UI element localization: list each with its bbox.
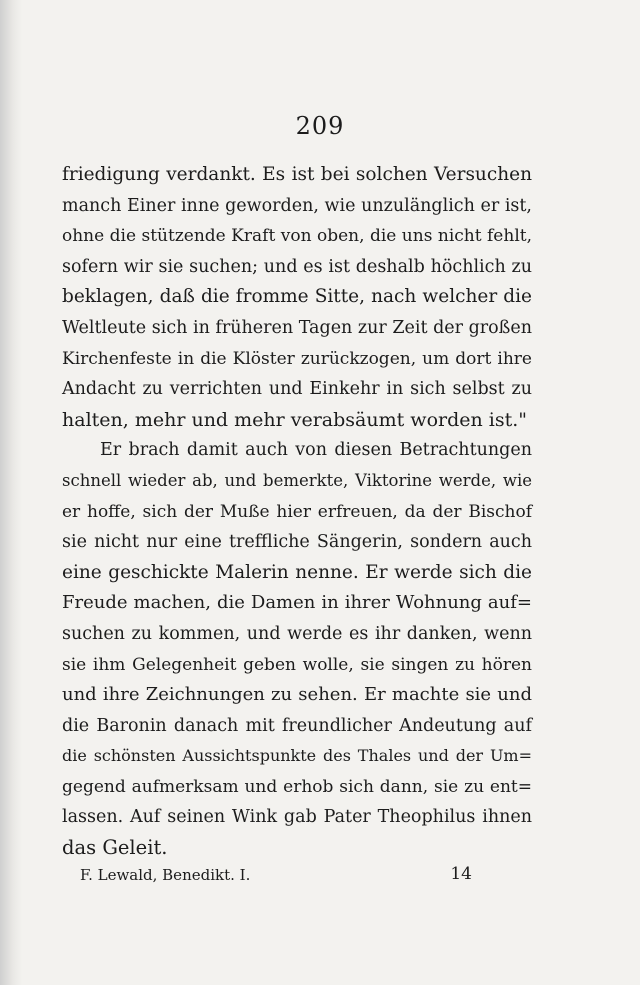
- text-line: friedigung verdankt. Es ist bei solchen Versuchen: [62, 164, 532, 185]
- text-line: ohne die stützende Kraft von oben, die uns nicht fehlt,: [62, 226, 532, 247]
- text-line: die Baronin danach mit freundlicher Andeutung auf: [62, 715, 532, 736]
- text-line: beklagen, daß die fromme Sitte, nach welcher die: [62, 286, 532, 308]
- page-number: 209: [295, 112, 345, 140]
- text-line: gegend aufmerksam und erhob sich dann, sie zu ent=: [62, 776, 532, 797]
- text-line: die schönsten Aussichtspunkte des Thales und der Um=: [62, 746, 532, 766]
- text-line: schnell wieder ab, und bemerkte, Viktorine werde, wie: [62, 470, 532, 490]
- text-line: Kirchenfeste in die Klöster zurückzogen, um dort ihre: [62, 348, 532, 369]
- text-line: und ihre Zeichnungen zu sehen. Er machte sie und: [62, 684, 532, 706]
- text-line: eine geschickte Malerin nenne. Er werde sich die: [62, 561, 532, 583]
- text-line: lassen. Auf seinen Wink gab Pater Theophilus ihnen: [62, 807, 532, 828]
- text-line: Andacht zu verrichten und Einkehr in sich selbst zu: [62, 379, 532, 400]
- page-edge-shadow: [0, 0, 22, 985]
- text-line: suchen zu kommen, und werde es ihr danken, wenn: [62, 623, 532, 644]
- text-line: halten, mehr und mehr verabsäumt worden ist.": [62, 408, 528, 431]
- body-text: [62, 160, 532, 864]
- text-line: er hoffe, sich der Muße hier erfreuen, da der Bischof: [62, 501, 532, 522]
- signature-mark: F. Lewald, Benedikt. I.: [80, 866, 251, 884]
- text-line: sie ihm Gelegenheit geben wolle, sie singen zu hören: [62, 654, 532, 675]
- text-line: das Geleit.: [62, 836, 168, 860]
- text-line: Weltleute sich in früheren Tagen zur Zeit der großen: [62, 317, 532, 338]
- sheet-number: 14: [450, 864, 472, 884]
- text-line: manch Einer inne geworden, wie unzulänglich er ist,: [62, 195, 532, 216]
- text-line: sofern wir sie suchen; und es ist deshalb höchlich zu: [62, 256, 532, 277]
- text-line: Freude machen, die Damen in ihrer Wohnung auf=: [62, 592, 532, 614]
- text-line: Er brach damit auch von diesen Betrachtungen: [100, 440, 532, 461]
- text-line: sie nicht nur eine treffliche Sängerin, sondern auch: [62, 532, 532, 553]
